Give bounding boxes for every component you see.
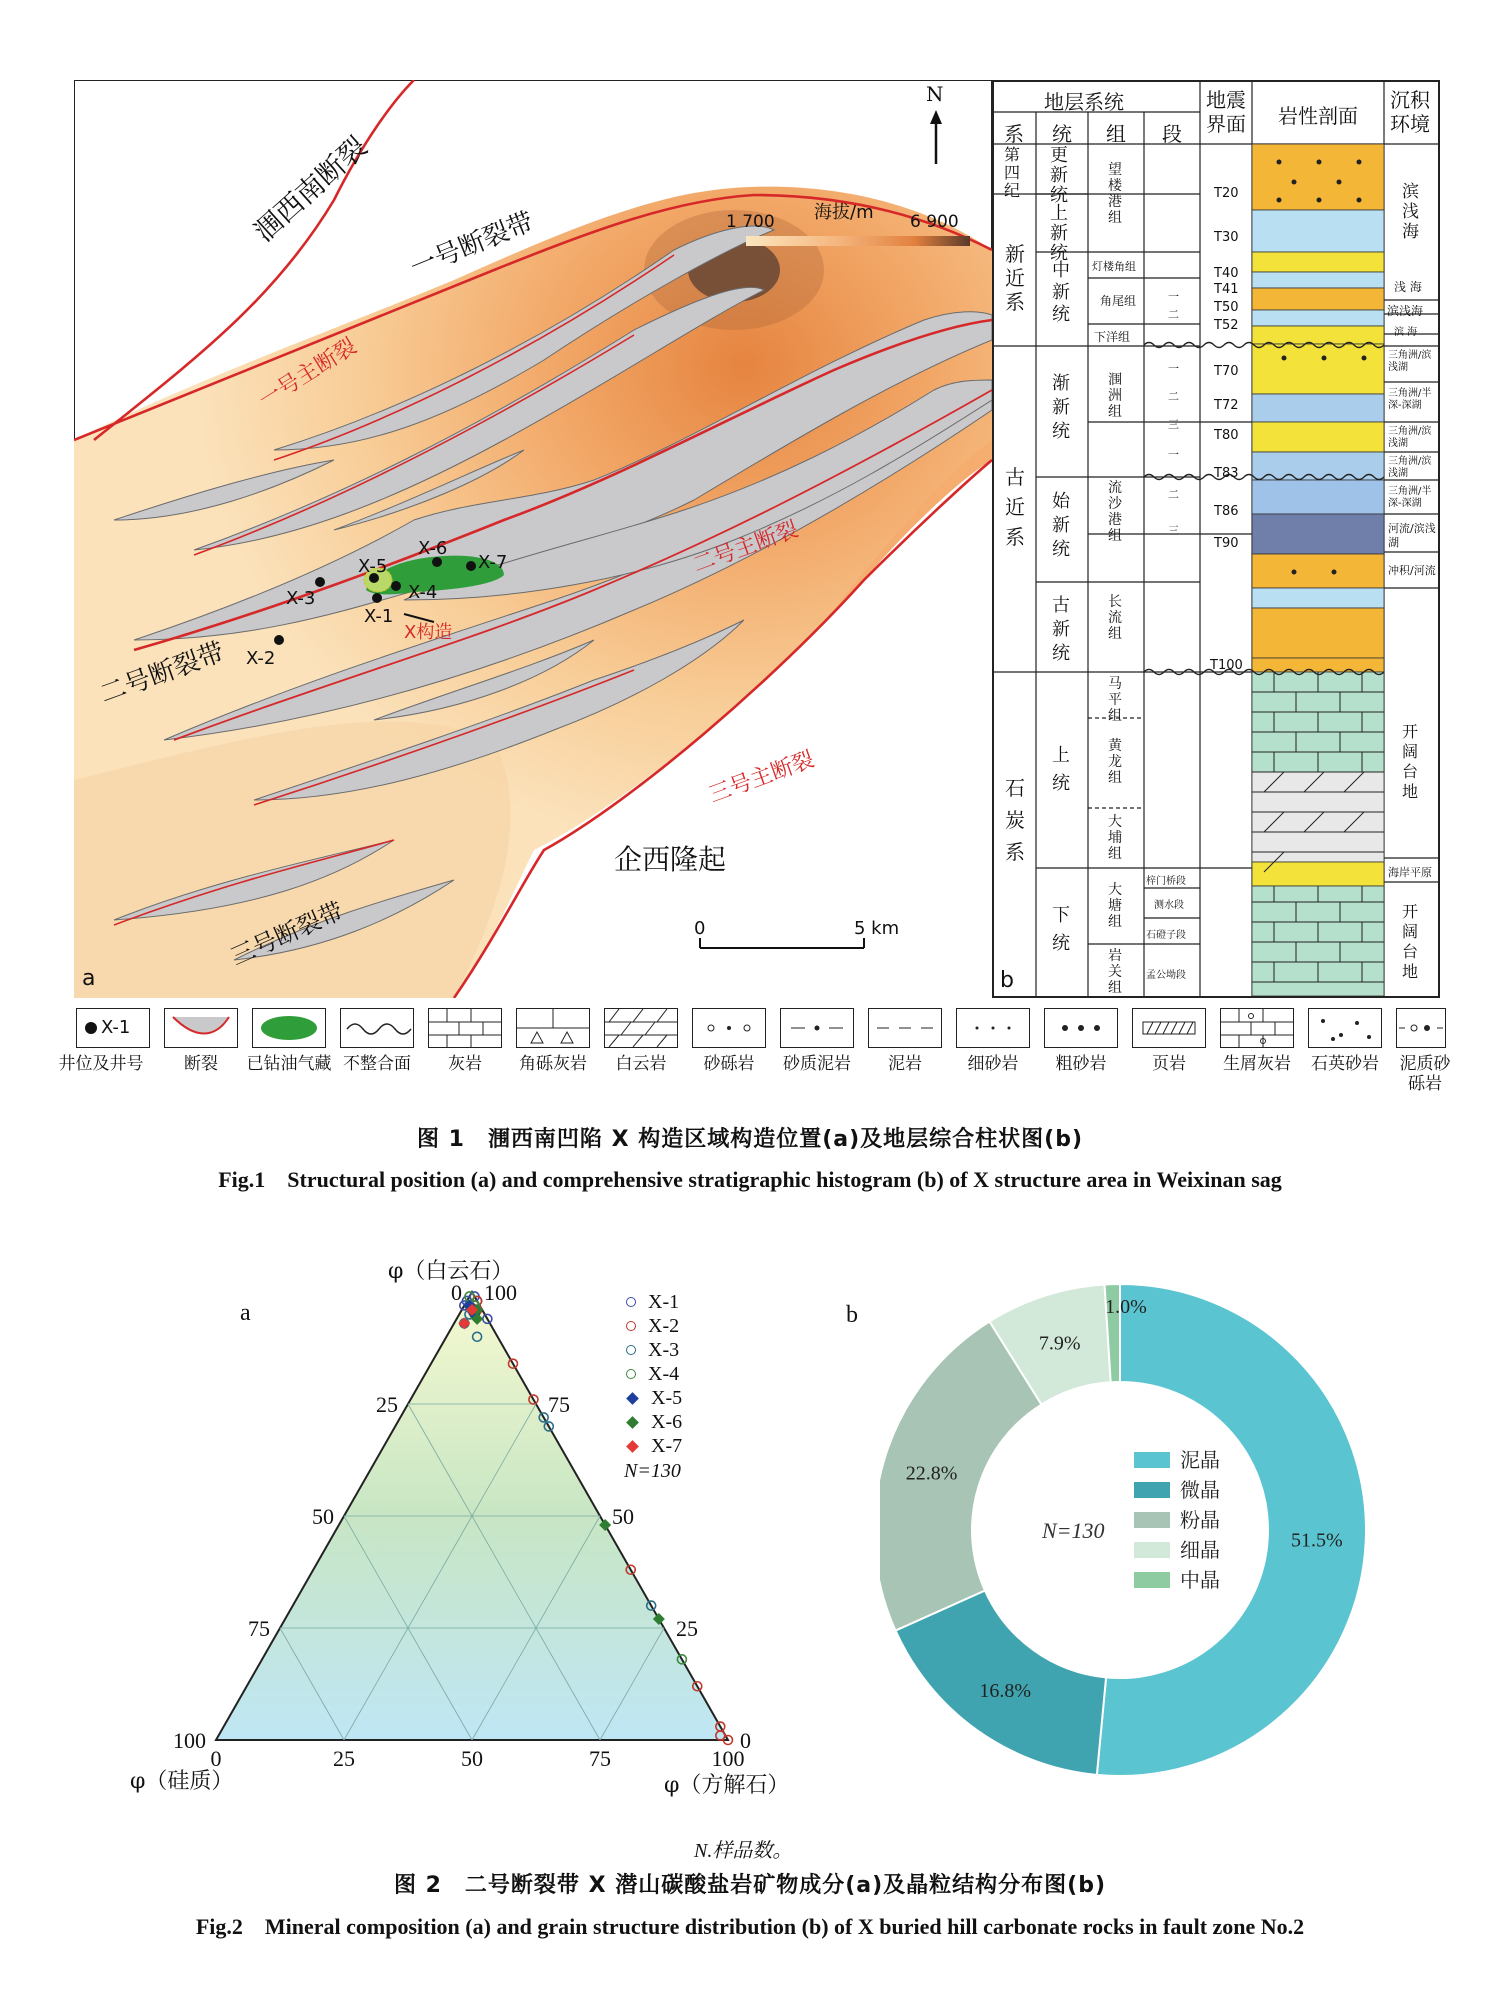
legend-label-fault: 断裂 (184, 1054, 218, 1074)
ternary-legend-item (620, 1434, 760, 1458)
member-7: 二 (1168, 488, 1179, 501)
env-9: 三角洲/半深-深湖 (1388, 486, 1432, 509)
ternary-legend-item (620, 1386, 760, 1410)
ternary-legend-label: X-1 (648, 1290, 680, 1313)
member-menggongao: 孟公坳段 (1146, 970, 1186, 981)
seismic-t80: T80 (1214, 428, 1239, 443)
series-oligocene: 渐新统 (1052, 373, 1070, 442)
seismic-t20: T20 (1214, 186, 1239, 201)
header-member: 段 (1162, 122, 1182, 146)
label-weixinan-fault: 涠西南断裂 (247, 130, 374, 249)
scale-zero: 0 (694, 918, 706, 939)
legend-sandy-mudstone (780, 1008, 854, 1048)
figure-2 (0, 1240, 1500, 2010)
seismic-t90: T90 (1214, 536, 1239, 551)
donut-chart (880, 1260, 1400, 1780)
series-lower: 下统 (1052, 905, 1070, 954)
env-8: 三角洲/滨浅湖 (1388, 456, 1432, 479)
ternary-legend-label: X-3 (648, 1338, 680, 1361)
ternary-tick-label: 0 (740, 1728, 751, 1753)
donut-value-label: 22.8% (905, 1462, 958, 1485)
series-pliocene: 上新统 (1050, 203, 1068, 264)
map-panel-label: a (82, 966, 96, 991)
legend-label-gravel: 砂砾岩 (703, 1054, 755, 1074)
legend-label-coarse-sand: 粗砂岩 (1055, 1054, 1107, 1074)
fig1-caption-en: Fig.1 Structural position (a) and comprehensive stratigraphic histogram (b) of X structure area in Weixinan sag (218, 1167, 1282, 1192)
ternary-legend-marker (626, 1392, 639, 1405)
donut-n-label: N=130 (1042, 1518, 1105, 1543)
legend-label-quartz: 石英砂岩 (1311, 1054, 1379, 1074)
legend-mudstone (868, 1008, 942, 1048)
ternary-legend-item (620, 1314, 760, 1338)
elevation-title: 海拔/m (814, 202, 874, 223)
ternary-axis-left: φ（硅质） (130, 1769, 234, 1794)
donut-legend-label: 细晶 (1180, 1538, 1220, 1562)
legend-label-sandy-mud: 砂质泥岩 (783, 1054, 851, 1074)
env-5: 三角洲/滨浅湖 (1388, 350, 1432, 373)
member-6: 一 (1168, 448, 1179, 461)
donut-value-label: 7.9% (1038, 1332, 1081, 1355)
ternary-axis-top: φ（白云石） (388, 1259, 514, 1284)
donut-legend-label: 粉晶 (1180, 1508, 1220, 1532)
seismic-t41: T41 (1214, 282, 1239, 297)
donut-value-label: 51.5% (1290, 1529, 1343, 1552)
formation-dapu: 大埔组 (1108, 814, 1122, 862)
formation-weizhou: 涠洲组 (1108, 372, 1122, 420)
well-label-x3: X-3 (286, 588, 316, 609)
donut-panel-label: b (846, 1302, 858, 1328)
ternary-legend-marker (626, 1369, 636, 1379)
legend-label-reservoir: 已钻油气藏 (246, 1054, 332, 1074)
ternary-tick-label: 25 (376, 1392, 398, 1417)
series-pleistocene: 更新统 (1050, 145, 1068, 206)
ternary-tick-label: 25 (676, 1616, 698, 1641)
label-fault1-main: 一号主断裂 (254, 333, 362, 414)
ternary-tick-label: 0 (210, 1746, 222, 1771)
ternary-legend-item (620, 1338, 760, 1362)
ternary-legend-label: X-6 (651, 1410, 683, 1433)
header-formation: 组 (1106, 122, 1126, 146)
ternary-tick-label: 75 (548, 1392, 570, 1417)
env-14: 开阔台地 (1402, 902, 1419, 981)
legend-limestone (428, 1008, 502, 1048)
label-uplift: 企西隆起 (614, 843, 727, 876)
ternary-tick-label: 25 (333, 1746, 355, 1771)
header-lithology: 岩性剖面 (1278, 104, 1358, 128)
legend-label-mudstone: 泥岩 (888, 1054, 922, 1074)
legend-shale (1132, 1008, 1206, 1048)
legend-coarse-sandstone (1044, 1008, 1118, 1048)
series-eocene: 始新统 (1052, 491, 1070, 560)
seismic-t52: T52 (1214, 318, 1239, 333)
formation-xiayang: 下洋组 (1094, 330, 1131, 344)
ternary-tick-label: 100 (484, 1280, 517, 1305)
env-12: 开阔台地 (1402, 722, 1419, 801)
series-paleocene: 古新统 (1052, 595, 1070, 664)
formation-yanguan: 岩关组 (1108, 948, 1122, 996)
formation-huanglong: 黄龙组 (1108, 738, 1122, 786)
member-8: 三 (1168, 524, 1179, 537)
member-3: 一 (1168, 362, 1179, 375)
ternary-legend-label: X-7 (651, 1434, 683, 1457)
formation-wanglougang: 望楼港组 (1108, 162, 1122, 226)
header-environment: 沉积环境 (1390, 88, 1430, 136)
system-carboniferous: 石炭系 (1005, 776, 1025, 864)
donut-slice-3 (880, 1321, 1041, 1630)
header-strat-system: 地层系统 (1044, 90, 1124, 114)
env-2: 浅 海 (1394, 280, 1422, 294)
fig1-caption-cn: 图 1 涠西南凹陷 X 构造区域构造位置(a)及地层综合柱状图(b) (416, 1127, 1084, 1152)
system-quaternary: 第四纪 (1004, 145, 1021, 200)
ternary-legend-item (620, 1410, 760, 1434)
ternary-legend-marker (626, 1345, 636, 1355)
seismic-t100: T100 (1210, 658, 1243, 673)
ternary-tick-label: 50 (312, 1504, 334, 1529)
ternary-panel-label: a (240, 1300, 251, 1326)
legend-fine-sandstone (956, 1008, 1030, 1048)
donut-value-label: 16.8% (979, 1680, 1032, 1703)
elevation-min: 1 700 (726, 212, 775, 232)
well-label-x1: X-1 (364, 606, 394, 627)
system-paleogene: 古近系 (1005, 465, 1025, 549)
well-label-x2: X-2 (246, 648, 276, 669)
seismic-t72: T72 (1214, 398, 1239, 413)
ternary-tick-label: 75 (248, 1616, 270, 1641)
header-system: 系 (1004, 122, 1024, 146)
header-series: 统 (1052, 122, 1072, 146)
label-zone3: 三号断裂带 (226, 896, 348, 972)
donut-legend-swatch (1134, 1542, 1170, 1558)
well-label-x5: X-5 (358, 556, 388, 577)
env-11: 冲积/河流 (1388, 564, 1436, 577)
legend-breccia-limestone (516, 1008, 590, 1048)
label-fault3-main: 三号主断裂 (705, 747, 818, 809)
legend-label-fine-sand: 细砂岩 (967, 1054, 1019, 1074)
ternary-tick-label: 100 (711, 1746, 745, 1771)
well-label-x6: X-6 (418, 538, 448, 559)
legend-label-well: 井位及井号 (58, 1054, 144, 1074)
legend-fault (164, 1008, 238, 1048)
well-label-x7: X-7 (478, 552, 508, 573)
legend-label-dolomite: 白云岩 (615, 1054, 667, 1074)
fig2-caption-en: Fig.2 Mineral composition (a) and grain structure distribution (b) of X buried hill carbonate rocks in fault zone No.2 (195, 1914, 1305, 1939)
env-1: 滨浅海 (1402, 182, 1419, 242)
member-shidengzi: 石磴子段 (1146, 930, 1186, 941)
legend-unconformity (340, 1008, 414, 1048)
ternary-legend-marker (626, 1416, 639, 1429)
ternary-legend-item (620, 1290, 760, 1314)
member-1: 一 (1168, 290, 1179, 303)
legend-label-muddy-conglomerate: 泥质砂砾岩 (1399, 1054, 1451, 1094)
ternary-legend-marker (626, 1321, 636, 1331)
series-miocene: 中新统 (1052, 260, 1070, 325)
formation-changliu: 长流组 (1108, 594, 1122, 642)
elevation-max: 6 900 (910, 212, 959, 232)
ternary-legend-label: X-4 (648, 1362, 680, 1385)
north-label: N (926, 82, 944, 106)
ternary-legend (620, 1290, 760, 1483)
ternary-n-label: N=130 (624, 1460, 681, 1482)
legend-reservoir (252, 1008, 326, 1048)
formation-maping: 马平组 (1108, 676, 1122, 724)
legend-bioclastic-limestone (1220, 1008, 1294, 1048)
formation-jiaowei: 角尾组 (1100, 294, 1137, 308)
header-seismic: 地震界面 (1206, 88, 1246, 136)
env-4: 滨 海 (1394, 327, 1418, 338)
label-zone2: 二号断裂带 (96, 637, 229, 710)
legend-label-limestone: 灰岩 (448, 1054, 482, 1074)
env-13: 海岸平原 (1388, 866, 1432, 879)
ternary-tick-label: 50 (612, 1504, 634, 1529)
well-label-x4: X-4 (408, 582, 438, 603)
legend-label-shale: 页岩 (1152, 1054, 1186, 1074)
legend-muddy-conglomerate (1396, 1008, 1446, 1048)
member-4: 二 (1168, 390, 1179, 403)
ternary-tick-label: 0 (451, 1280, 462, 1305)
ternary-axis-right: φ（方解石） (664, 1773, 790, 1798)
seismic-t70: T70 (1214, 364, 1239, 379)
donut-legend-label: 中晶 (1180, 1568, 1220, 1592)
formation-datang: 大塘组 (1108, 882, 1122, 930)
member-zimenqiao: 梓门桥段 (1146, 876, 1186, 887)
donut-legend-swatch (1134, 1512, 1170, 1528)
legend-label-breccia: 角砾灰岩 (519, 1054, 587, 1074)
donut-legend-swatch (1134, 1572, 1170, 1588)
member-2: 二 (1168, 308, 1179, 321)
ternary-legend-item (620, 1362, 760, 1386)
fig2-caption-cn: 图 2 二号断裂带 X 潜山碳酸盐岩矿物成分(a)及晶粒结构分布图(b) (393, 1873, 1107, 1898)
donut-legend-swatch (1134, 1452, 1170, 1468)
system-neogene: 新近系 (1005, 242, 1025, 314)
seismic-t83: T83 (1214, 466, 1239, 481)
legend-label-unconformity: 不整合面 (343, 1054, 411, 1074)
seismic-t40: T40 (1214, 266, 1239, 281)
env-6: 三角洲/半深-深湖 (1388, 388, 1432, 411)
ternary-legend-label: X-5 (651, 1386, 683, 1409)
label-fault2-main: 二号主断裂 (689, 517, 802, 579)
series-upper: 上统 (1052, 745, 1070, 794)
seismic-t50: T50 (1214, 300, 1239, 315)
legend-well: X-1 (76, 1008, 150, 1048)
donut-legend-label: 微晶 (1180, 1478, 1220, 1502)
env-3: 滨浅海 (1387, 304, 1424, 318)
member-5: 三 (1168, 418, 1179, 431)
env-10: 河流/滨浅湖 (1388, 522, 1436, 549)
ternary-tick-label: 75 (589, 1746, 611, 1771)
column-panel-label: b (1000, 968, 1014, 993)
formation-denglou: 灯楼角组 (1092, 260, 1136, 273)
env-7: 三角洲/滨浅湖 (1388, 426, 1432, 449)
ternary-tick-label: 100 (173, 1728, 206, 1753)
label-x-structure: X构造 (404, 622, 453, 643)
legend-quartz-sandstone (1308, 1008, 1382, 1048)
scale-km: 5 km (854, 918, 900, 939)
legend-label-bioclastic: 生屑灰岩 (1223, 1054, 1291, 1074)
ternary-legend-marker (626, 1297, 636, 1307)
seismic-t30: T30 (1214, 230, 1239, 245)
formation-liushagang: 流沙港组 (1108, 480, 1122, 544)
donut-legend-label: 泥晶 (1180, 1448, 1220, 1472)
donut-value-label: 1.0% (1105, 1296, 1147, 1318)
fig2-note: N.样品数。 (694, 1840, 793, 1862)
ternary-legend-label: X-2 (648, 1314, 680, 1337)
ternary-legend-marker (626, 1440, 639, 1453)
ternary-tick-label: 50 (461, 1746, 483, 1771)
seismic-t86: T86 (1214, 504, 1239, 519)
legend-gravel-sandstone (692, 1008, 766, 1048)
donut-legend-swatch (1134, 1482, 1170, 1498)
label-zone1: 一号断裂带 (406, 206, 539, 284)
legend-dolomite (604, 1008, 678, 1048)
member-ceshui: 测水段 (1154, 900, 1184, 911)
